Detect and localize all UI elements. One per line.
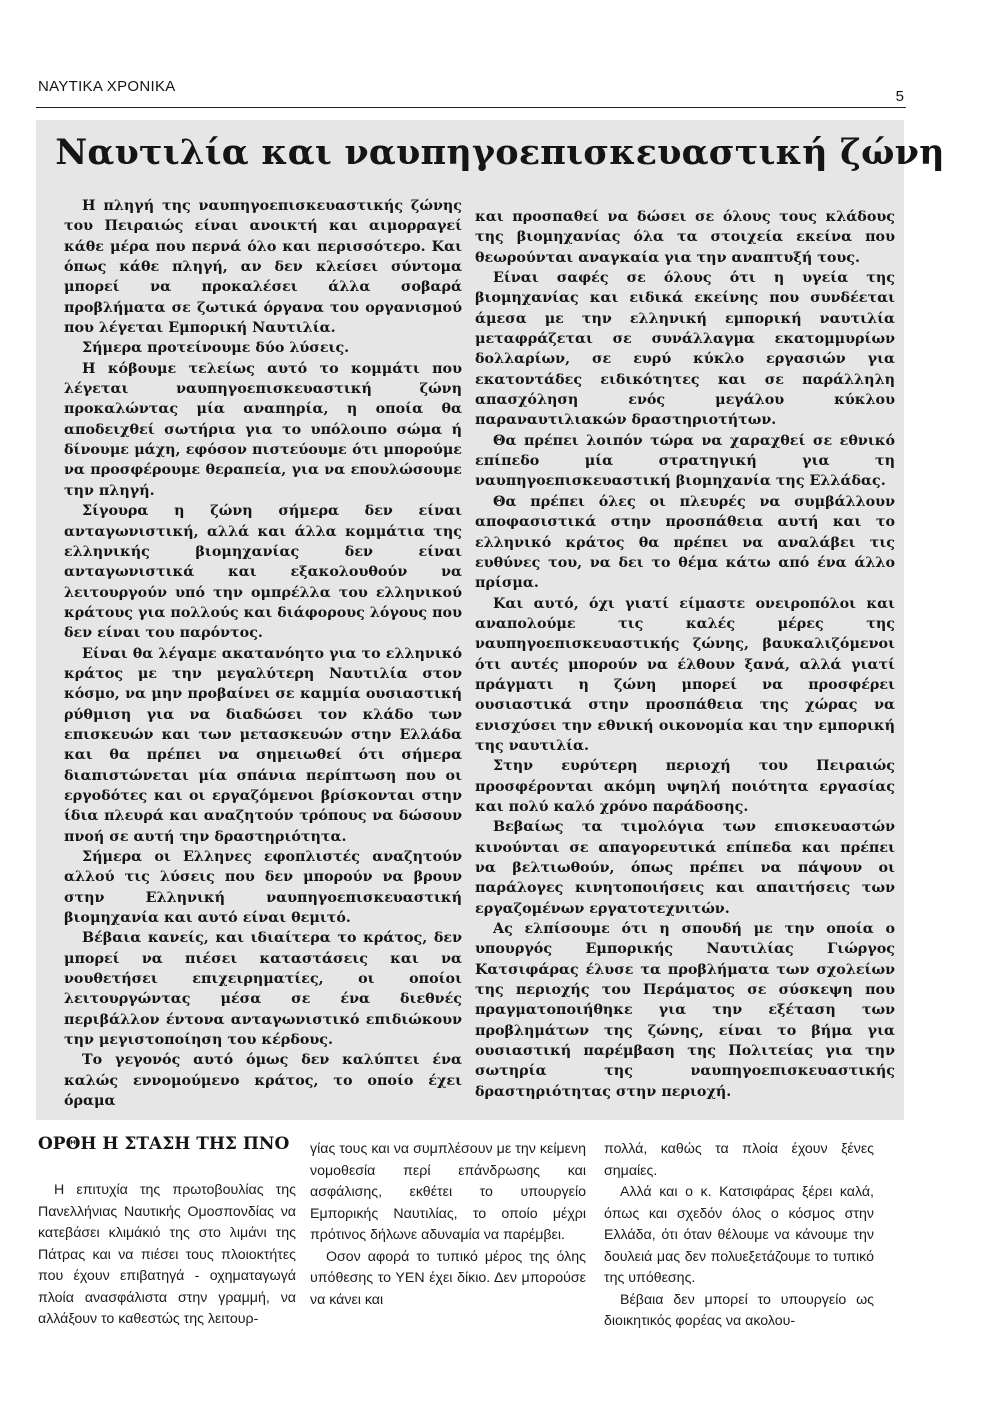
paragraph: Βέβαια δεν μπορεί το υπουργείο ως διοικητικός φορέας να ακολου- xyxy=(604,1291,874,1329)
paragraph: Είναι σαφές σε όλους ότι η υγεία της βιομηχανίας και ειδικά εκείνης που συνδέεται άμεσα με την ελληνική εμπορική ναυτιλία μεταφράζεται σε συνάλλαγμα εκατομμυρίων δολλαρίων, σε ευρύ κύκλο εργασιών για εκατοντάδες ειδικότητες και σε παράλληλη απασχόληση ενός μεγάλου κύκλου παραναυτιλιακών δραστηριοτήτων. xyxy=(475,270,895,429)
paragraph: Ας ελπίσουμε ότι η σπουδή με την οποία ο υπουργός Εμπορικής Ναυτιλίας Γιώργος Κατσιφάρας έλυσε τα προβλήματα των σχολείων της περιοχής του Περάματος σε σύσκεψη που πραγματοποιήθηκε για την εξέταση των προβλημάτων της ζώνης, είναι το βήμα για ουσιαστική παρέμβαση της Πολιτείας για την σωτηρία της ναυπηγοεπισκευαστικής δραστηριότητας στην περιοχή. xyxy=(475,921,895,1100)
paragraph: και προσπαθεί να δώσει σε όλους τους κλάδους της βιομηχανίας όλα τα στοιχεία εκείνα που θεωρούνται αναγκαία για την αναπτυξή τους. xyxy=(475,209,895,266)
paragraph: Και αυτό, όχι γιατί είμαστε ονειροπόλοι και αναπολούμε τις καλές μέρες της ναυπηγοεπισκευαστικής ζώνης, βαυκαλιζόμενοι ότι αυτές μπορούν να έλθουν ξανά, αλλά γιατί πράγματι η ζώνη μπορεί να προσφέρει ουσιαστικά στην προσπάθεια της χώρας να ενισχύσει την εθνική οικονομία και την εμπορική της ναυτιλία. xyxy=(475,595,895,754)
paragraph: Σίγουρα η ζώνη σήμερα δεν είναι ανταγωνιστική, αλλά και άλλα κομμάτια της ελληνικής βιομηχανίας δεν είναι ανταγωνιστικά και εξακολουθούν να λειτουργούν υπό την ομπρέλλα του ελληνικού κράτους για πολλούς και διάφορους λόγους που δεν είναι του παρόντος. xyxy=(64,503,462,642)
paragraph: πολλά, καθώς τα πλοία έχουν ξένες σημαίες. xyxy=(604,1141,874,1179)
paragraph: γίας τους και να συμπλέσουν με την κείμενη νομοθεσία περί επάνδρωσης και ασφάλισης, εκθέτει το υπουργείο Εμπορικής Ναυτιλίας, το οποίο μέχρι πρότινος δήλωνε αδυναμία να παρέμβει. xyxy=(310,1141,586,1243)
feature-left-column xyxy=(64,196,462,1111)
feature-article-title: Ναυτιλία και ναυπηγοεπισκευαστική ζώνη xyxy=(55,132,945,173)
paragraph: Θα πρέπει όλες οι πλευρές να συμβάλλουν αποφασιστικά στην προσπάθεια αυτή και το ελληνικό κράτος θα πρέπει να αναλάβει τις ευθύνες του, να δει το θέμα κάτω από ένα άλλο πρίσμα. xyxy=(475,493,895,592)
sidebar-article-title: ΟΡΘΗ Η ΣΤΑΣΗ ΤΗΣ ΠΝΟ xyxy=(38,1134,290,1154)
paragraph: Οσον αφορά το τυπικό μέρος της όλης υπόθεσης το ΥΕΝ έχει δίκιο. Δεν μπορούσε να κάνει και xyxy=(310,1248,586,1308)
sidebar-column-2 xyxy=(310,1139,586,1311)
header-rule xyxy=(36,107,906,108)
paragraph: Θα πρέπει λοιπόν τώρα να χαραχθεί σε εθνικό επίπεδο μία στρατηγική για τη ναυπηγοεπισκευαστική βιομηχανία της Ελλάδας. xyxy=(475,432,895,490)
paragraph: Βέβαια κανείς, και ιδιαίτερα το κράτος, δεν μπορεί να πιέσει καταστάσεις και να νουθετήσει επιχειρηματίες, οι οποίοι λειτουργώντας μέσα σε ένα διεθνές περιβάλλον έντονα ανταγωνιστικό επιδιώκουν την μεγιστοποίηση του κέρδους. xyxy=(64,930,462,1049)
paragraph: Η επιτυχία της πρωτοβουλίας της Πανελλήνιας Ναυτικής Ομοσπονδίας να κατεβάσει κλιμάκιό της στο λιμάνι της Πάτρας και να πιέσει τους πλοιοκτήτες που έχουν επιβατηγά - οχηματαγωγά πλοία ανασφάλιστα στην γραμμή, να αλλάξουν το καθεστώς της λειτουρ- xyxy=(38,1182,296,1327)
paragraph: Βεβαίως τα τιμολόγια των επισκευαστών κινούνται σε απαγορευτικά επίπεδα και πρέπει να βελτιωθούν, όπως πρέπει να πάψουν οι παράλογες κινητοποιήσεις και απαιτήσεις των εργαζομένων εργατοτεχνιτών. xyxy=(475,819,895,917)
paragraph: Η κόβουμε τελείως αυτό το κομμάτι που λέγεται ναυπηγοεπισκευαστική ζώνη προκαλώντας μία αναπηρία, η οποία θα αποδειχθεί σωτήρια για το υπόλοιπο σώμα ή δίνουμε μάχη, εφόσον πιστεύουμε ότι μπορούμε να προσφέρουμε θεραπεία, για να επουλώσουμε την πληγή. xyxy=(64,360,462,499)
sidebar-column-1 xyxy=(38,1180,296,1331)
page-number: 5 xyxy=(895,88,904,105)
paragraph: Η πληγή της ναυπηγοεπισκευαστικής ζώνης του Πειραιώς είναι ανοικτή και αιμορραγεί κάθε μέρα που περνά όλο και περισσότερο. Και όπως κάθε πληγή, αν δεν κλείσει σύντομα μπορεί να προκαλέσει άλλα σοβαρά προβλήματα σε ζωτικά όργανα του οργανισμού που λέγεται Εμπορική Ναυτιλία. xyxy=(64,198,462,337)
paragraph: Είναι θα λέγαμε ακατανόητο για το ελληνικό κράτος με την μεγαλύτερη Ναυτιλία στον κόσμο, να μην προβαίνει σε καμμία ουσιαστική ρύθμιση για να διαδώσει τον κλάδο των επισκευών και των μετασκευών στην Ελλάδα και θα πρέπει να σημειωθεί ότι σήμερα διαπιστώνεται μία σπάνια περίπτωση που οι εργοδότες και οι εργαζόμενοι βρίσκονται στην ίδια πλευρά και αναζητούν τρόπους να δώσουν πνοή σε αυτή την δραστηριότητα. xyxy=(64,645,462,845)
paragraph: Σήμερα προτείνουμε δύο λύσεις. xyxy=(82,340,350,357)
paragraph: Σήμερα οι Ελληνες εφοπλιστές αναζητούν αλλού τις λύσεις που δεν μπορούν να βρουν στην Ελληνική ναυπηγοεπισκευαστική βιομηχανία και αυτό είναι θεμιτό. xyxy=(64,849,462,927)
paragraph: Στην ευρύτερη περιοχή του Πειραιώς προσφέρονται ακόμη υψηλή ποιότητα εργασίας και πολύ καλό χρόνο παράδοσης. xyxy=(475,758,895,815)
feature-right-column xyxy=(475,207,895,1102)
paragraph: Το γεγονός αυτό όμως δεν καλύπτει ένα καλώς εννομούμενο κράτος, το οποίο έχει όραμα xyxy=(64,1052,462,1110)
paragraph: Αλλά και ο κ. Κατσιφάρας ξέρει καλά, όπως και σχεδόν όλος ο κόσμος στην Ελλάδα, ότι όταν θέλουμε να κάνουμε την δουλειά μας δεν πολυεξετάζουμε το τυπικό της υπόθεσης. xyxy=(604,1184,874,1286)
publication-title: ΝΑΥΤΙΚΑ ΧΡΟΝΙΚΑ xyxy=(38,78,176,95)
sidebar-column-3 xyxy=(604,1139,874,1333)
